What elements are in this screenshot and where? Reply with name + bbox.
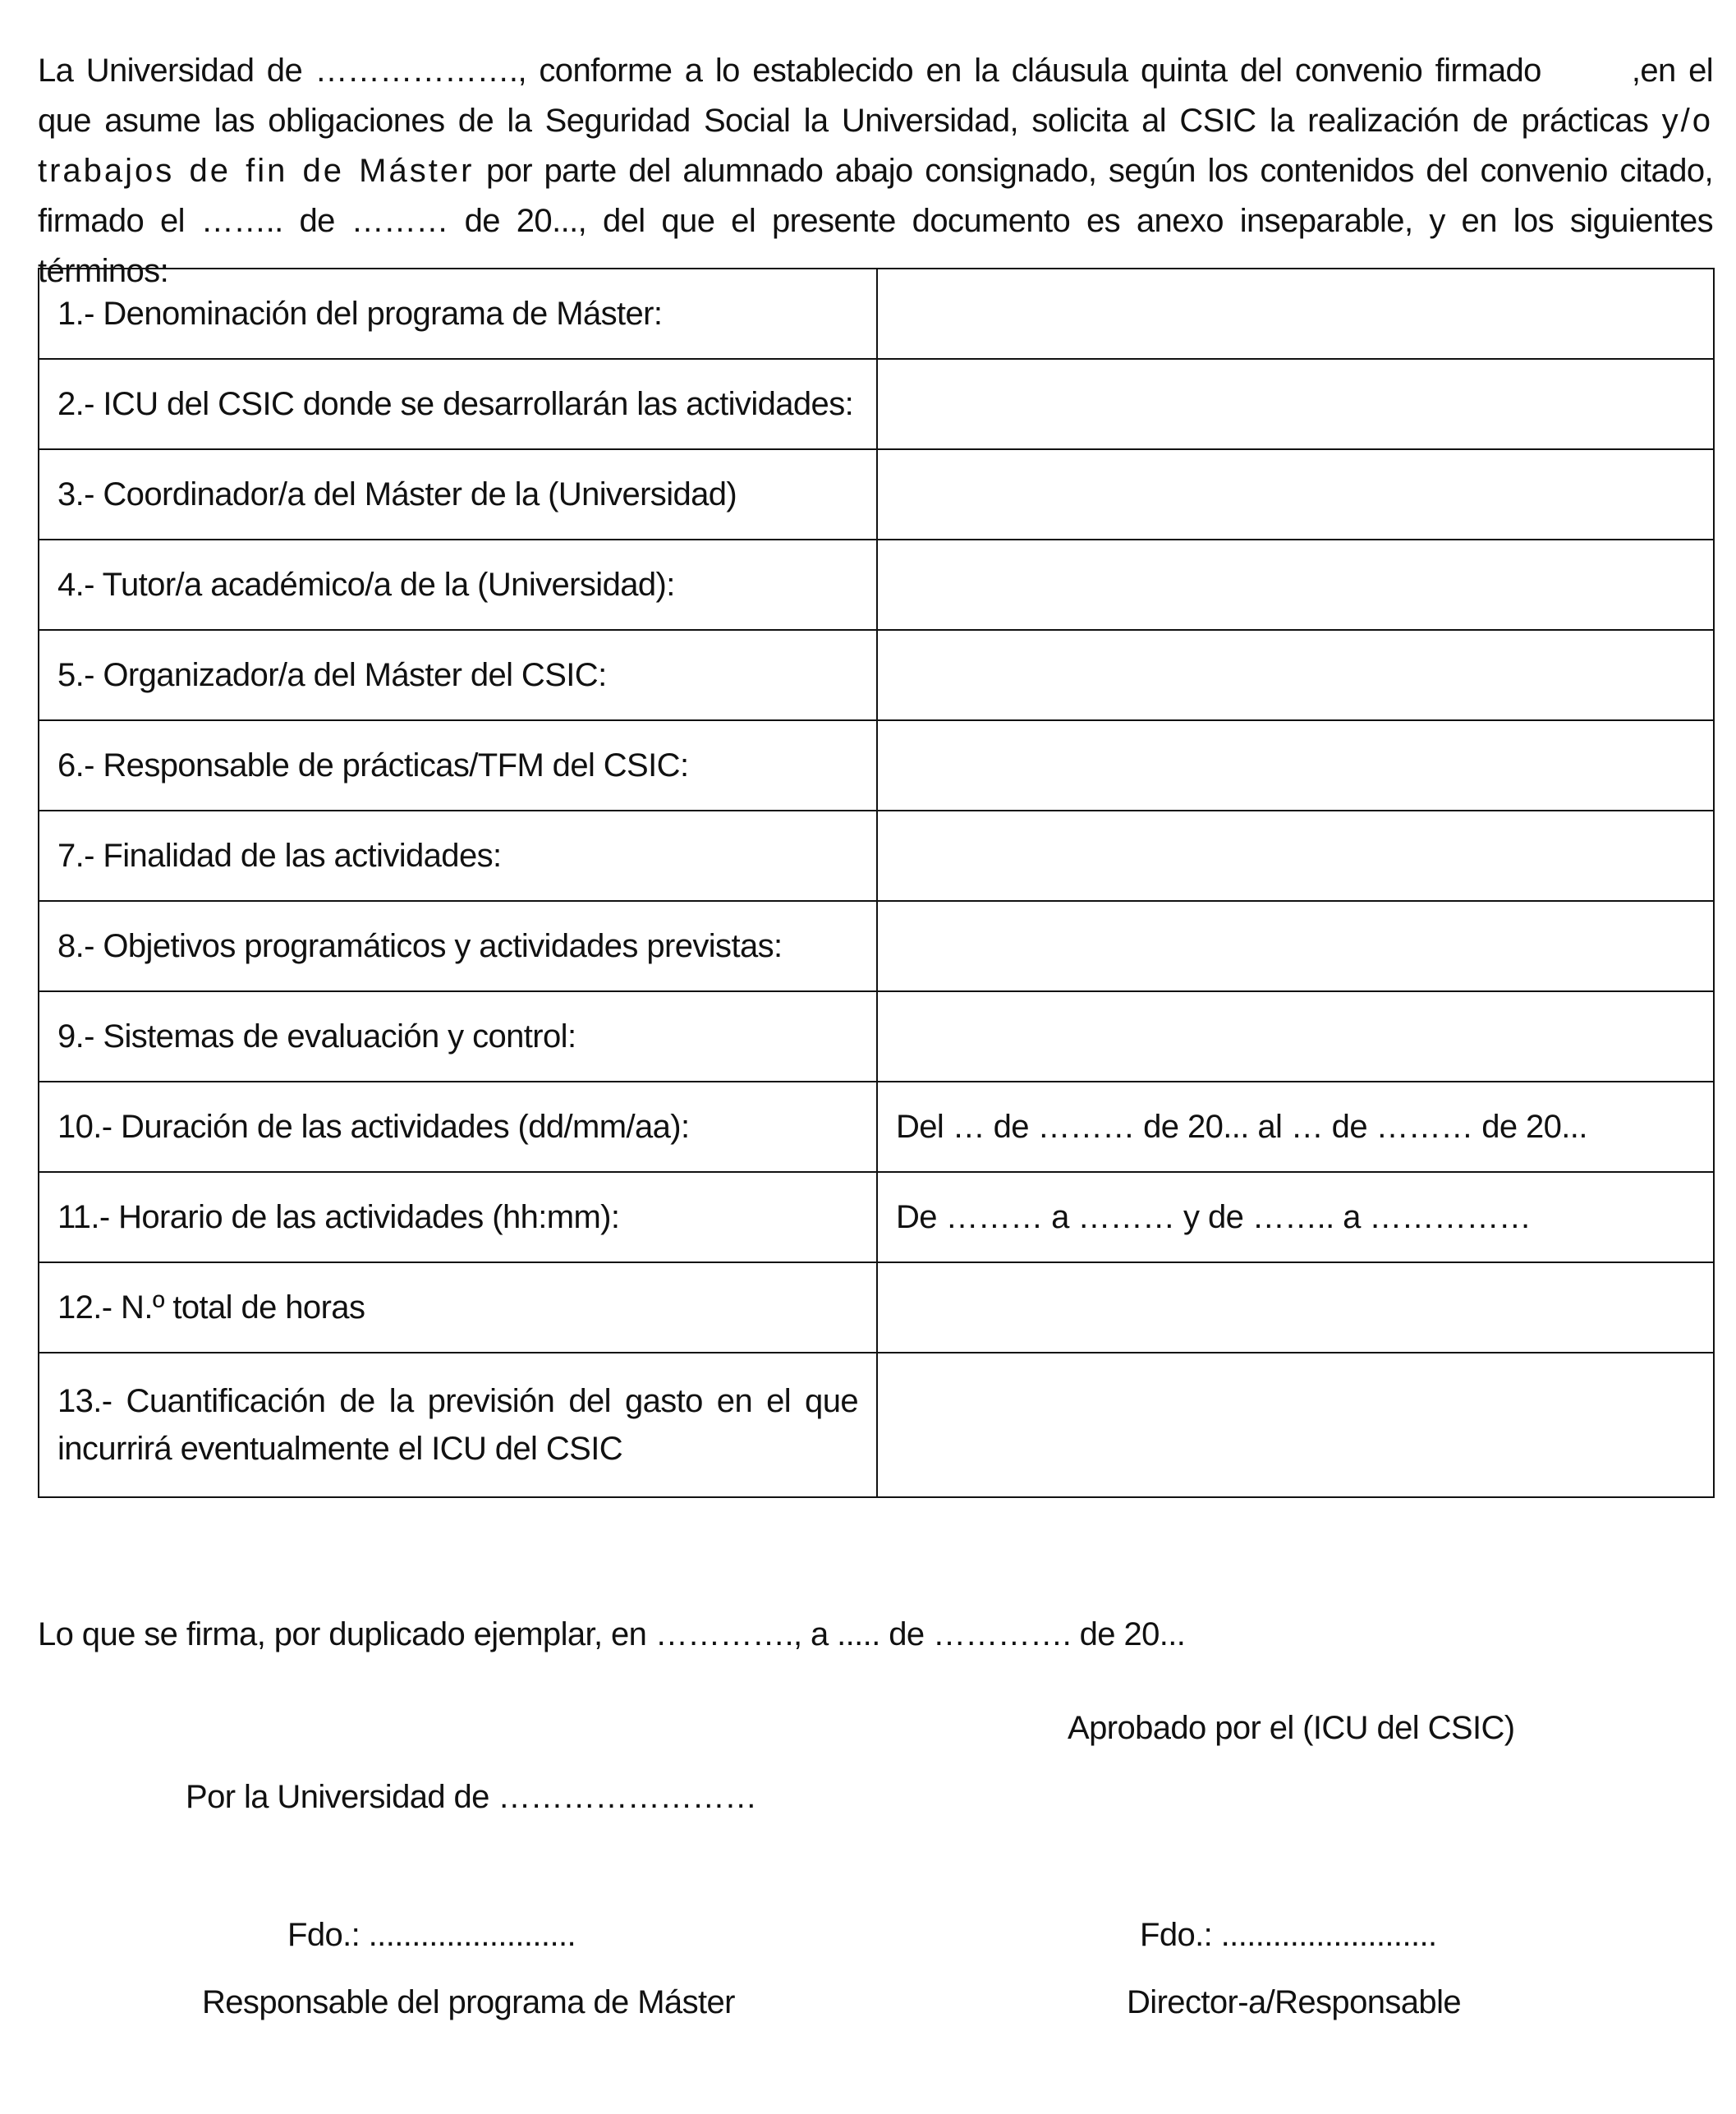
approved-by-label: Aprobado por el (ICU del CSIC) [1068,1710,1515,1746]
row-label: 2.- ICU del CSIC donde se desarrollarán las actividades: [39,359,877,449]
table-row [39,901,1714,991]
table-row [39,811,1714,901]
row-value-field[interactable] [877,630,1714,720]
terms-table [38,268,1715,1498]
row-label: 10.- Duración de las actividades (dd/mm/aa): [39,1082,877,1172]
university-signatory-label: Por la Universidad de …………………… [186,1779,757,1815]
table-row [39,630,1714,720]
table-row [39,1172,1714,1262]
row-value-field[interactable] [877,1262,1714,1353]
table-row [39,1262,1714,1353]
row-value-field[interactable] [877,991,1714,1082]
row-value-field[interactable] [877,269,1714,359]
table-row [39,449,1714,540]
row-value-field[interactable] [877,901,1714,991]
row-label: 6.- Responsable de prácticas/TFM del CSIC: [39,720,877,811]
row-value-field[interactable] [877,811,1714,901]
row-label: 4.- Tutor/a académico/a de la (Universidad): [39,540,877,630]
intro-text-2: ,en el que asume las obligaciones de la Seguridad Social la Universidad, solicita al CSIC la realización de prácticas [38,53,1713,139]
row-label: 11.- Horario de las actividades (hh:mm): [39,1172,877,1262]
intro-spaced-text: y/o trabajos de fin de Máster [38,103,1713,189]
table-row [39,540,1714,630]
row-label: 7.- Finalidad de las actividades: [39,811,877,901]
intro-text-1: La Universidad de ………………., conforme a lo establecido en la cláusula quinta del convenio firmado [38,53,1541,89]
table-row [39,991,1714,1082]
row-label: 12.- N.º total de horas [39,1262,877,1353]
row-value-field[interactable] [877,449,1714,540]
row-value-field[interactable] [877,1353,1714,1497]
right-signatory-role: Director-a/Responsable [1127,1984,1461,2020]
left-signatory-role: Responsable del programa de Máster [202,1984,735,2020]
row-label: 8.- Objetivos programáticos y actividades previstas: [39,901,877,991]
row-label: 9.- Sistemas de evaluación y control: [39,991,877,1082]
row-value-field[interactable]: De ……… a ……… y de …….. a …………… [877,1172,1714,1262]
table-row [39,1082,1714,1172]
row-value-field[interactable]: Del … de ……… de 20... al … de ……… de 20... [877,1082,1714,1172]
left-signature-line: Fdo.: ........................ [287,1917,576,1953]
row-value-field[interactable] [877,540,1714,630]
row-value-field[interactable] [877,359,1714,449]
row-label: 1.- Denominación del programa de Máster: [39,269,877,359]
row-value-field[interactable] [877,720,1714,811]
row-label: 5.- Organizador/a del Máster del CSIC: [39,630,877,720]
table-row [39,269,1714,359]
table-row [39,1353,1714,1497]
row-label: 3.- Coordinador/a del Máster de la (Universidad) [39,449,877,540]
closing-statement: Lo que se firma, por duplicado ejemplar, en …………., a ..... de …………. de 20... [38,1616,1186,1652]
intro-text-3: por parte del alumnado abajo consignado, según los contenidos del convenio citado, firmado el …….. de ……… de 20..., del que el presente documento es anexo inseparable, y en los siguientes términos: [38,153,1714,289]
table-row [39,359,1714,449]
table-row [39,720,1714,811]
row-label: 13.- Cuantificación de la previsión del gasto en el que incurrirá eventualmente el ICU del CSIC [39,1353,877,1497]
intro-paragraph [38,46,1713,296]
right-signature-line: Fdo.: ......................... [1140,1917,1437,1953]
